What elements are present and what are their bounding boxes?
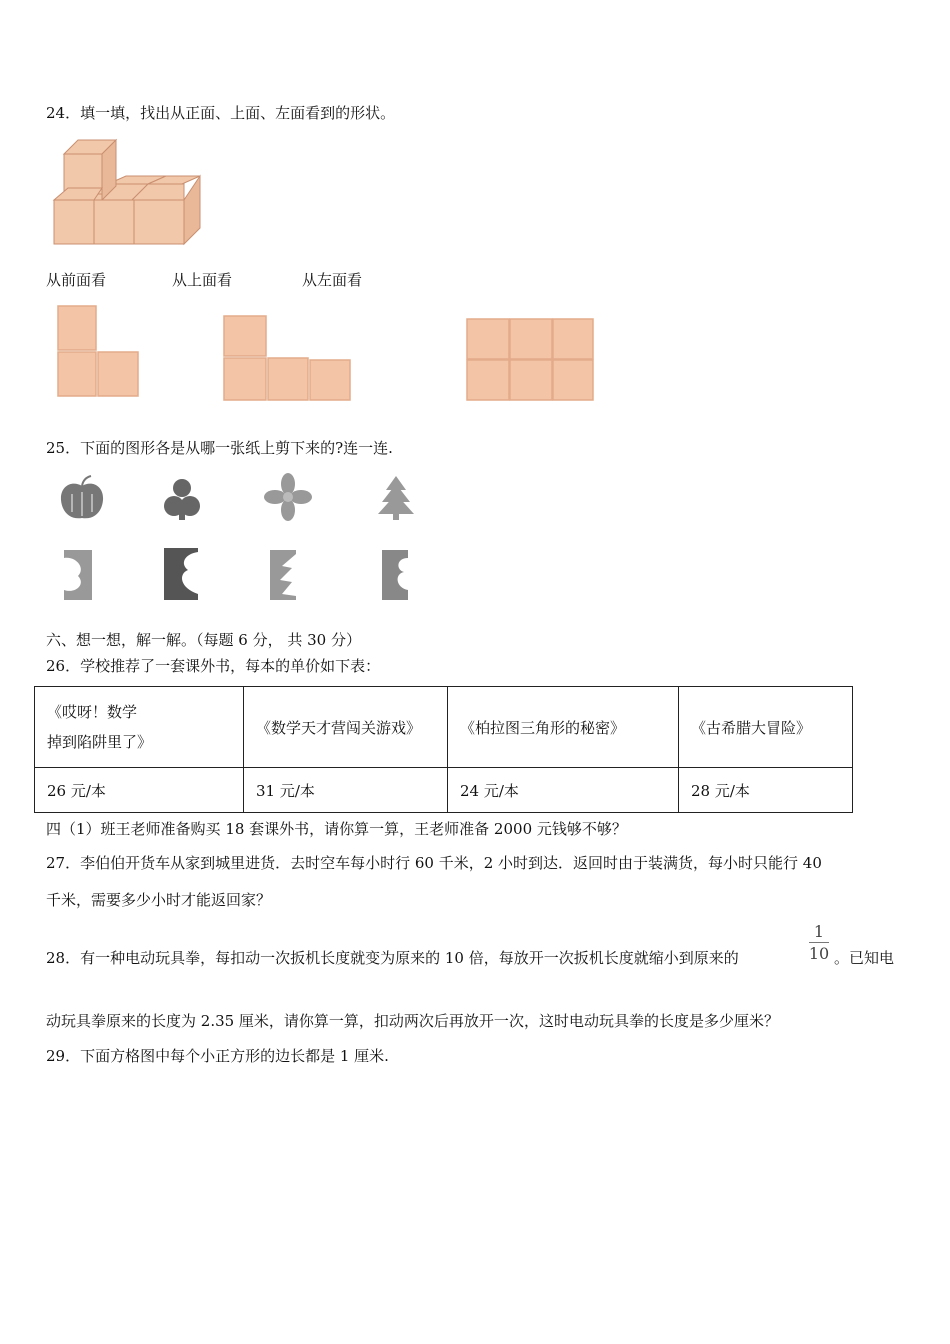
cube-front <box>134 200 184 244</box>
book-title: 《古希腊大冒险》 <box>691 718 812 737</box>
view-square <box>268 358 308 400</box>
book-price-cell: 28 元/本 <box>679 768 853 813</box>
view-square <box>467 319 509 359</box>
q29-question: 29．下面方格图中每个小正方形的边长都是 1 厘米. <box>46 1047 389 1065</box>
view-square <box>224 316 266 356</box>
left-view-shape <box>464 316 596 404</box>
view-label-front: 从前面看 <box>46 271 107 289</box>
q24-question: 24．填一填，找出从正面、上面、左面看到的形状。 <box>46 104 396 122</box>
cube-front <box>54 200 94 244</box>
table-row-prices <box>35 768 853 813</box>
view-square <box>553 319 593 359</box>
book-price-table <box>34 686 853 813</box>
book-title: 《柏拉图三角形的秘密》 <box>460 718 626 737</box>
paper-cut-gourd <box>164 548 198 600</box>
view-label-left: 从左面看 <box>302 271 363 289</box>
q28-line2: 动玩具拳原来的长度为 2.35 厘米，请你算一算，扣动两次后再放开一次，这时电动玩具拳的长度是多少厘米？ <box>46 1012 779 1030</box>
cube-front <box>94 200 134 244</box>
view-square <box>98 352 138 396</box>
book-price-cell: 24 元/本 <box>448 768 679 813</box>
q28-line1b: 。已知电 <box>834 949 895 967</box>
book-price-cell: 26 元/本 <box>35 768 244 813</box>
apple-shape-icon <box>61 476 103 518</box>
tree-shape-icon <box>378 476 414 520</box>
section6-title: 六、想一想，解一解。（每题 6 分， 共 30 分） <box>46 631 361 649</box>
table-row-titles <box>35 687 853 768</box>
cutout-shapes <box>56 472 428 608</box>
view-square <box>510 319 552 359</box>
book-title-line1: 《哎呀！数学 <box>47 703 138 721</box>
view-square <box>58 306 96 350</box>
book-title: 《数学天才营闯关游戏》 <box>256 718 422 737</box>
view-square <box>510 360 552 400</box>
q26-question: 26．学校推荐了一套课外书，每本的单价如下表： <box>46 657 381 675</box>
book-title-cell <box>448 687 679 768</box>
q26-followup: 四（1）班王老师准备购买 18 套课外书，请你算一算，王老师准备 2000 元钱够不够？ <box>46 820 627 838</box>
flower-shape-icon <box>264 473 312 521</box>
book-price-cell: 31 元/本 <box>244 768 448 813</box>
view-square <box>467 360 509 400</box>
book-title-cell <box>244 687 448 768</box>
view-square <box>310 360 350 400</box>
q27-line1: 27．李伯伯开货车从家到城里进货．去时空车每小时行 60 千米，2 小时到达．返回时由于装满货，每小时只能行 40 <box>46 854 822 872</box>
fraction-denominator: 10 <box>808 944 830 963</box>
view-square <box>58 352 96 396</box>
paper-cut-apple <box>64 550 92 600</box>
cube-stack-figure <box>50 136 206 248</box>
book-title-line2: 掉到陷阱里了》 <box>47 733 153 751</box>
gourd-shape-icon <box>164 479 200 520</box>
fraction-one-tenth <box>806 922 832 963</box>
q28-line1a: 28．有一种电动玩具拳，每扣动一次扳机长度就变为原来的 10 倍，每放开一次扳机长度就缩小到原来的 <box>46 949 739 967</box>
view-square <box>553 360 593 400</box>
q27-line2: 千米，需要多少小时才能返回家？ <box>46 891 272 909</box>
view-label-top: 从上面看 <box>172 271 233 289</box>
cube-side-right <box>184 176 200 244</box>
q25-question: 25．下面的图形各是从哪一张纸上剪下来的?连一连. <box>46 439 393 457</box>
book-title-cell <box>679 687 853 768</box>
paper-cut-flower <box>382 550 408 600</box>
paper-cut-tree <box>270 550 296 600</box>
front-view-shape <box>54 304 144 400</box>
top-view-shape <box>220 312 354 404</box>
book-title-cell <box>35 687 244 768</box>
fraction-numerator: 1 <box>813 922 825 941</box>
cube-top-front-left <box>54 188 102 200</box>
view-square <box>224 358 266 400</box>
